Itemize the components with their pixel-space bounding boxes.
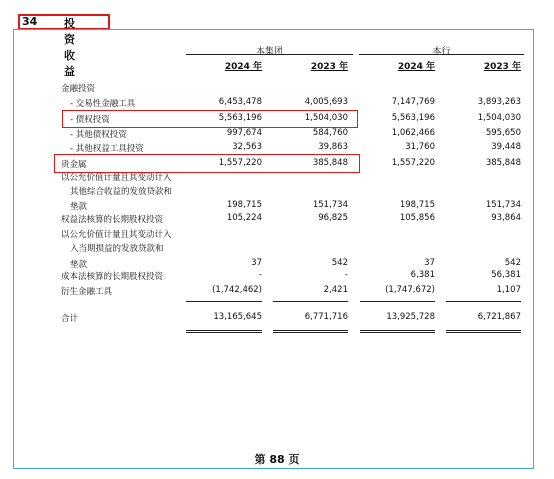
row-label: 衍生金融工具: [61, 287, 113, 297]
cell-value: 39,863: [318, 142, 348, 152]
total-value: 6,771,716: [304, 312, 348, 322]
cell-value: 2,421: [323, 285, 348, 295]
total-value: 13,925,728: [386, 312, 435, 322]
cell-value: 32,563: [232, 142, 262, 152]
cell-value: 39,448: [491, 142, 521, 152]
page-number: 第 88 页: [254, 453, 300, 466]
total-double-rule: [446, 330, 521, 333]
row-label: 垫款: [70, 260, 88, 270]
cell-value: 542: [504, 258, 521, 268]
row-label: 其他综合收益的发放贷款和: [70, 187, 173, 197]
cell-value: (1,742,462): [212, 285, 262, 295]
row-label: 成本法核算的长期股权投资: [61, 272, 164, 282]
cell-value: 56,381: [491, 270, 521, 280]
cell-value: 584,760: [312, 128, 348, 138]
year-header: 2023 年: [483, 62, 521, 72]
cell-value: 1,504,030: [477, 113, 521, 123]
row-label: 以公允价值计量且其变动计入: [61, 173, 172, 183]
cell-value: 5,563,196: [218, 113, 262, 123]
row-label: - 债权投资: [70, 115, 110, 125]
cell-value: 542: [331, 258, 348, 268]
year-header: 2023 年: [310, 62, 348, 72]
total-label: 合计: [61, 314, 79, 324]
cell-value: 93,864: [491, 213, 521, 223]
cell-value: 105,224: [226, 213, 262, 223]
row-label: 入当期损益的发放贷款和: [70, 244, 164, 254]
column-group-group: 本集团: [255, 47, 283, 57]
total-double-rule: [273, 330, 348, 333]
cell-value: 1,504,030: [304, 113, 348, 123]
cell-value: -: [344, 270, 348, 280]
table-row: [0, 128, 554, 141]
cell-value: 37: [251, 258, 262, 268]
cell-value: 5,563,196: [391, 113, 435, 123]
row-label: - 其他债权投资: [70, 130, 127, 140]
highlight-box-precious-metals: [54, 154, 360, 173]
table-row: [0, 270, 554, 283]
cell-value: 151,734: [485, 200, 521, 210]
total-row: [0, 312, 554, 325]
row-label: 垫款: [70, 202, 88, 212]
subtotal-rule: [446, 301, 521, 302]
table-row: [0, 213, 554, 226]
total-value: 6,721,867: [477, 312, 521, 322]
cell-value: 1,107: [496, 285, 521, 295]
table-row: [0, 285, 554, 298]
cell-value: 1,557,220: [391, 158, 435, 168]
table-row: [0, 185, 554, 198]
cell-value: 1,557,220: [218, 158, 262, 168]
year-header: 2024 年: [397, 62, 435, 72]
cell-value: 198,715: [226, 200, 262, 210]
cell-value: 6,381: [410, 270, 435, 280]
cell-value: (1,747,672): [385, 285, 435, 295]
year-header: 2024 年: [224, 62, 262, 72]
total-double-rule: [186, 330, 262, 333]
cell-value: 31,760: [405, 142, 435, 152]
highlight-box-debt-investment: [62, 110, 358, 128]
table-row: [0, 200, 554, 213]
cell-value: 198,715: [399, 200, 435, 210]
note-number: 34: [22, 15, 38, 28]
row-label: 以公允价值计量且其变动计入: [61, 230, 172, 240]
row-label: - 其他权益工具投资: [70, 144, 144, 154]
row-label: 权益法核算的长期股权投资: [61, 215, 164, 225]
total-double-rule: [360, 330, 435, 333]
group-rule: [359, 54, 524, 55]
group-rule: [186, 54, 353, 55]
cell-value: 1,062,466: [391, 128, 435, 138]
subtotal-rule: [186, 301, 262, 302]
cell-value: 105,856: [399, 213, 435, 223]
cell-value: 385,848: [485, 158, 521, 168]
cell-value: -: [258, 270, 262, 280]
cell-value: 7,147,769: [391, 97, 435, 107]
cell-value: 385,848: [312, 158, 348, 168]
cell-value: 96,825: [318, 213, 348, 223]
row-label: 贵金属: [61, 160, 87, 170]
table-row: [0, 228, 554, 241]
subtotal-rule: [273, 301, 348, 302]
cell-value: 6,453,478: [218, 97, 262, 107]
note-title: 投资收益: [64, 17, 75, 78]
table-row: [0, 82, 554, 95]
column-group-bank: 本行: [432, 47, 451, 57]
subtotal-rule: [360, 301, 435, 302]
table-row: [0, 242, 554, 255]
cell-value: 151,734: [312, 200, 348, 210]
cell-value: 4,005,693: [304, 97, 348, 107]
table-row: [0, 97, 554, 110]
row-label: - 交易性金融工具: [70, 99, 136, 109]
cell-value: 595,650: [485, 128, 521, 138]
cell-value: 997,674: [226, 128, 262, 138]
row-label: 金融投资: [61, 84, 96, 94]
total-value: 13,165,645: [213, 312, 262, 322]
cell-value: 37: [424, 258, 435, 268]
cell-value: 3,893,263: [477, 97, 521, 107]
